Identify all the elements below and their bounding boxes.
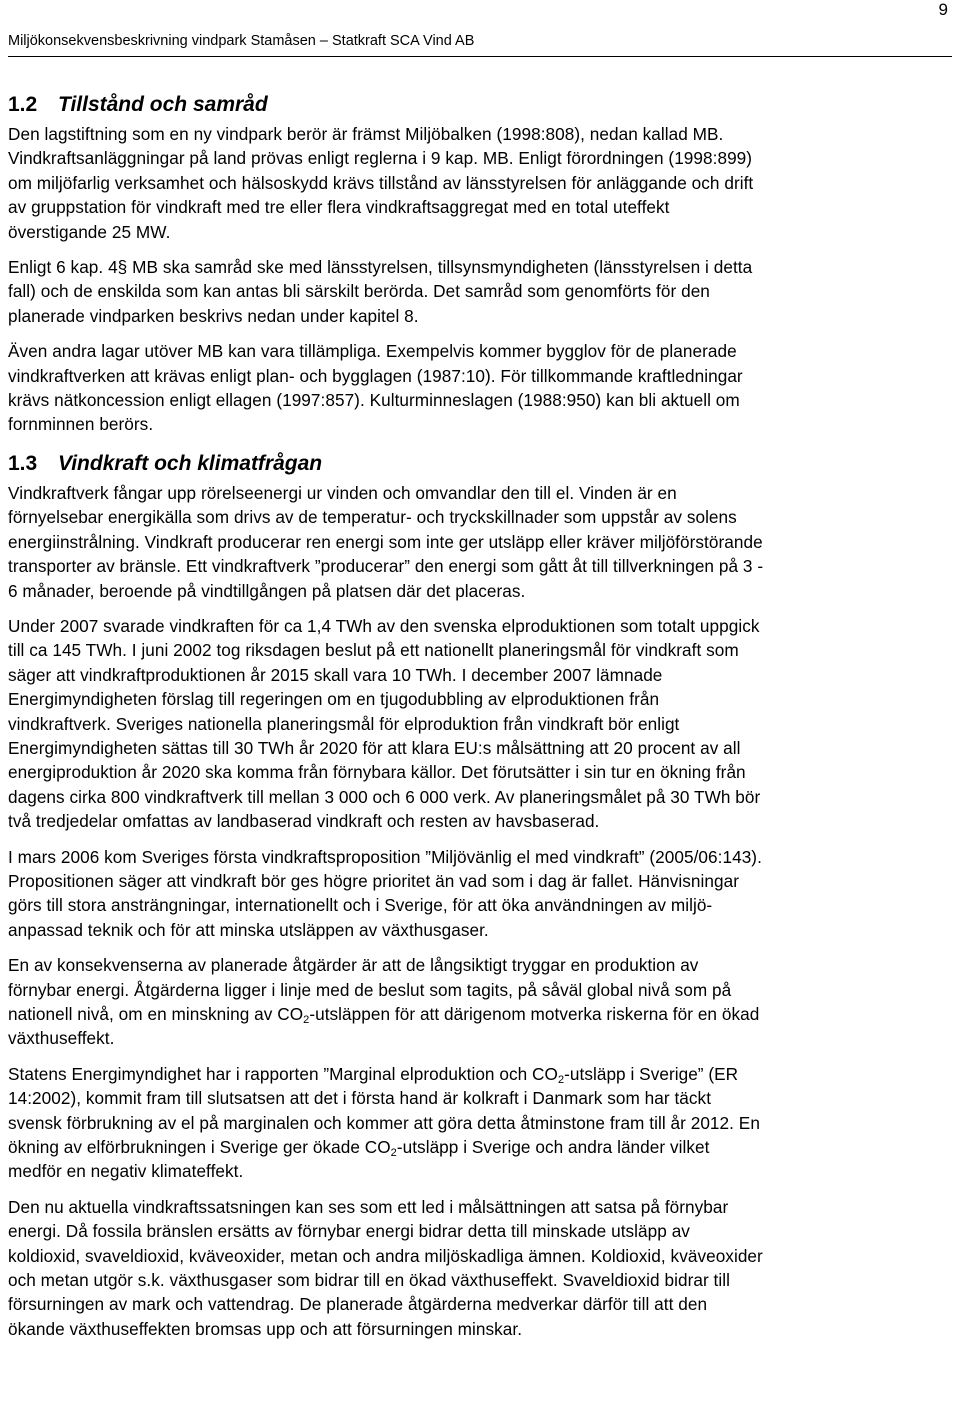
text-line: Under 2007 svarade vindkraften för ca 1,4 TWh av den svenska elproduktionen som totalt uppgick	[8, 615, 760, 636]
text-line: planerade vindparken beskrivs nedan under kapitel 8.	[8, 305, 419, 326]
paragraph	[8, 122, 952, 244]
text-line: vindkraftverken att krävas enligt plan- och bygglagen (1987:10). För tillkommande kraftledningar	[8, 365, 743, 386]
section-title: Tillstånd och samråd	[58, 93, 268, 116]
text-line: till ca 145 TWh. I juni 2002 tog riksdagen beslut på ett nationellt planeringsmål för vindkraft som	[8, 640, 739, 661]
text-line: anpassad teknik och för att minska utsläppen av växthusgaser.	[8, 919, 489, 940]
text-line: Propositionen säger att vindkraft bör ges högre prioritet än vad som i dag är fallet. Hänvisningar	[8, 870, 739, 891]
document-body	[8, 92, 952, 1352]
page-number: 9	[938, 0, 948, 19]
paragraph	[8, 339, 952, 437]
text-line: dagens cirka 800 vindkraftverk till mellan 3 000 och 6 000 verk. Av planeringsmålet på 30 TWh bör	[8, 786, 761, 807]
header-rule	[8, 56, 952, 57]
text-line: transporter av bränsle. Ett vindkraftverk ”producerar” den energi som gått åt till tillverkningen på 3 -	[8, 556, 764, 577]
section-vindkraft-och-klimatfragan	[8, 451, 952, 1341]
text-line: försurningen av mark och vattendrag. De planerade åtgärderna medverkar därför till att den	[8, 1294, 708, 1315]
text-line: vindkraftverk. Sveriges nationella planeringsmål för elproduktion från vindkraft bör enligt	[8, 713, 680, 734]
text-line: förnybar energi. Åtgärderna ligger i linje med de beslut som tagits, på såväl global nivå som på	[8, 979, 732, 1000]
text-line: energiproduktion år 2020 ska komma från förnybara källor. Det förutsätter i sin tur en ökning från	[8, 762, 746, 783]
text-line: energiinstrålning. Vindkraft producerar ren energi som inte ger utsläpp eller kräver miljöförstörande	[8, 531, 763, 552]
section-number: 1.2	[8, 93, 38, 116]
paragraph	[8, 614, 952, 834]
text-line: koldioxid, svaveldioxid, kväveoxider, metan och andra miljöskadliga ämnen. Koldioxid, kväveoxider	[8, 1245, 763, 1266]
text-line: Energimyndigheten förslag till regeringen om en tjugodubbling av elproduktionen från	[8, 689, 660, 710]
paragraph	[8, 1195, 952, 1341]
text-line: fornminnen berörs.	[8, 414, 154, 435]
paragraph	[8, 1062, 952, 1184]
text-line: Energimyndigheten sättas till 30 TWh år 2020 för att klara EU:s målsättning att 20 procent av all	[8, 737, 741, 758]
paragraph	[8, 255, 952, 328]
section-heading	[8, 451, 952, 481]
text-line: nationell nivå, om en minskning av $CO_2$-utsläppen för att därigenom motverka riskerna för en ökad	[8, 1004, 760, 1026]
text-line: Den lagstiftning som en ny vindpark berör är främst Miljöbalken (1998:808), nedan kallad MB.	[8, 124, 724, 144]
text-line: och metan utgör s.k. växthusgaser som bidrar till en ökad växthuseffekt. Svaveldioxid bidrar till	[8, 1270, 730, 1291]
running-header: Miljökonsekvensbeskrivning vindpark Stamåsen – Statkraft SCA Vind AB	[8, 33, 475, 49]
text-line: överstigande 25 MW.	[8, 221, 171, 242]
text-line: Även andra lagar utöver MB kan vara tillämpliga. Exempelvis kommer bygglov för de planerade	[8, 341, 737, 362]
text-line: säger att vindkraftproduktionen år 2015 skall vara 10 TWh. I december 2007 lämnade	[8, 664, 663, 685]
section-heading	[8, 92, 952, 122]
text-line: växthuseffekt.	[8, 1028, 115, 1049]
text-line: svensk förbrukning av el på marginalen och kommer att göra detta åtminstone fram till år 2012. En	[8, 1112, 760, 1133]
text-line: förnyelsebar energikälla som drivs av de temperatur- och tryckskillnader som uppstår av solens	[8, 507, 737, 528]
text-line: fall) och de enskilda som kan antas bli särskilt berörda. Det samråd som genomförts för den	[8, 281, 710, 302]
text-line: Den nu aktuella vindkraftssatsningen kan ses som ett led i målsättningen att satsa på förnybar	[8, 1196, 729, 1217]
text-line: av gruppstation för vindkraft med tre eller flera vindkraftsaggregat med en total uteffekt	[8, 197, 670, 218]
text-line: görs till stora ansträngningar, internationellt och i Sverige, för att öka användningen av miljö-	[8, 895, 713, 916]
section-tillstand-och-samrad	[8, 92, 952, 437]
text-line: medför en negativ klimateffekt.	[8, 1161, 244, 1182]
text-line: 6 månader, beroende på vindtillgången på platsen där det placeras.	[8, 580, 526, 601]
section-title: Vindkraft och klimatfrågan	[58, 451, 323, 475]
text-line: En av konsekvenserna av planerade åtgärder är att de långsiktigt tryggar en produktion av	[8, 955, 699, 976]
text-line: ökning av elförbrukningen i Sverige ger ökade $CO_2$-utsläpp i Sverige och andra länder vilket	[8, 1137, 710, 1160]
paragraph	[8, 953, 952, 1051]
text-line: Vindkraftsanläggningar på land prövas enligt reglerna i 9 kap. MB. Enligt förordningen (1998:899)	[8, 148, 753, 169]
section-number: 1.3	[8, 451, 38, 475]
text-line: Vindkraftverk fångar upp rörelseenergi ur vinden och omvandlar den till el. Vinden är en	[8, 482, 677, 503]
text-line: två tredjedelar omfattas av landbaserad vindkraft och resten av havsbaserad.	[8, 811, 600, 832]
text-line: ökande växthuseffekten bromsas upp och att försurningen minskar.	[8, 1318, 523, 1339]
text-line: Enligt 6 kap. 4§ MB ska samråd ske med länsstyrelsen, tillsynsmyndigheten (länsstyrelsen i detta	[8, 257, 753, 278]
text-line: krävs nätkoncession enligt ellagen (1997:857). Kulturminneslagen (1988:950) kan bli aktuell om	[8, 390, 740, 411]
text-line: energi. Då fossila bränslen ersätts av förnybar energi bidrar detta till minskade utsläpp av	[8, 1221, 690, 1242]
paragraph	[8, 845, 952, 943]
text-line: om miljöfarlig verksamhet och hälsoskydd krävs tillstånd av länsstyrelsen för anläggande och drift	[8, 172, 754, 193]
text-line: I mars 2006 kom Sveriges första vindkraftsproposition ”Miljövänlig el med vindkraft” (2005/06:143).	[8, 846, 762, 867]
paragraph	[8, 481, 952, 603]
text-line: 14:2002), kommit fram till slutsatsen att det i första hand är kolkraft i Danmark som har täckt	[8, 1088, 712, 1109]
text-line: Statens Energimyndighet har i rapporten ”Marginal elproduktion och $CO_2$-utsläpp i Sverige” (ER	[8, 1063, 739, 1086]
